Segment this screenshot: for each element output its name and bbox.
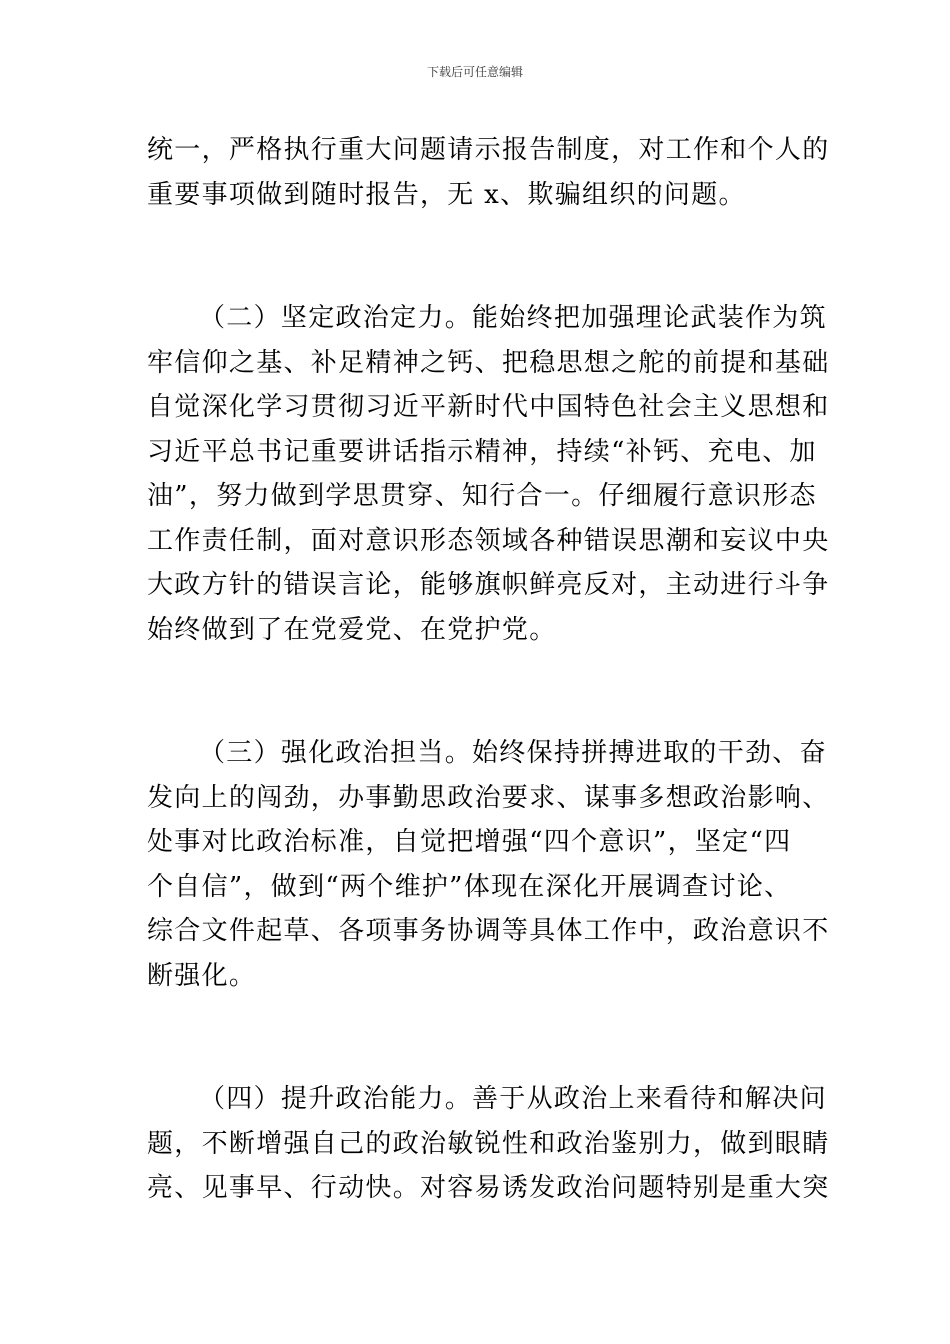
text-line: 断强化。 bbox=[147, 960, 257, 991]
paragraph-section-2 bbox=[147, 296, 830, 652]
document-body bbox=[147, 128, 830, 1211]
text-line: 习近平总书记重要讲话指示精神，持续“补钙、充电、加 bbox=[147, 436, 817, 467]
text-line: 油”，努力做到学思贯穿、知行合一。仔细履行意识形态 bbox=[147, 481, 817, 511]
text-line: 处事对比政治标准，自觉把增强“四个意识”，坚定“四 bbox=[147, 827, 792, 857]
paragraph-spacer bbox=[147, 217, 807, 296]
paragraph-spacer bbox=[147, 998, 807, 1077]
text-line: 综合文件起草、各项事务协调等具体工作中，政治意识不 bbox=[147, 916, 830, 946]
text-line: 个自信”，做到“两个维护”体现在深化开展调查讨论、 bbox=[147, 871, 792, 902]
text-line: 亮、见事早、行动快。对容易诱发政治问题特别是重大突 bbox=[147, 1173, 830, 1203]
text-line: 始终做到了在党爱党、在党护党。 bbox=[147, 614, 557, 645]
paragraph-section-4 bbox=[147, 1077, 830, 1211]
text-line: 发向上的闯劲，办事勤思政治要求、谋事多想政治影响、 bbox=[147, 782, 830, 813]
paragraph-spacer bbox=[147, 652, 807, 731]
text-line: （四）提升政治能力。善于从政治上来看待和解决问 bbox=[199, 1084, 827, 1114]
text-line: 大政方针的错误言论，能够旗帜鲜亮反对，主动进行斗争 bbox=[147, 570, 830, 600]
text-line: （三）强化政治担当。始终保持拼搏进取的干劲、奋 bbox=[199, 738, 827, 768]
text-line: 统一，严格执行重大问题请示报告制度，对工作和个人的 bbox=[147, 135, 830, 165]
page-header: 下载后可任意编辑 bbox=[426, 65, 523, 79]
text-line: 题，不断增强自己的政治敏锐性和政治鉴别力，做到眼睛 bbox=[147, 1128, 830, 1159]
text-line: 重要事项做到随时报告，无 x、欺骗组织的问题。 bbox=[147, 179, 746, 210]
text-line: 牢信仰之基、补足精神之钙、把稳思想之舵的前提和基础 bbox=[147, 347, 830, 378]
paragraph-continued bbox=[147, 128, 830, 217]
text-line: 自觉深化学习贯彻习近平新时代中国特色社会主义思想和 bbox=[147, 392, 830, 422]
paragraph-section-3 bbox=[147, 731, 830, 998]
text-line: （二）坚定政治定力。能始终把加强理论武装作为筑 bbox=[199, 303, 827, 333]
text-line: 工作责任制，面对意识形态领域各种错误思潮和妄议中央 bbox=[147, 525, 830, 556]
